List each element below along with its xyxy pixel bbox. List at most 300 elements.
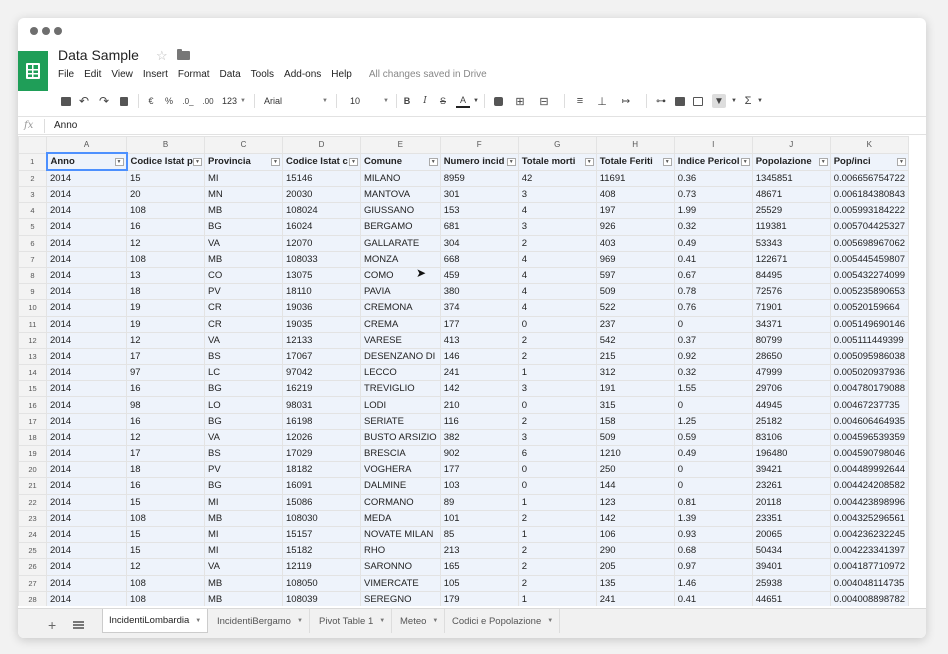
header-cell[interactable] (596, 153, 674, 170)
table-cell[interactable]: 542 (596, 332, 674, 348)
table-cell[interactable]: 2014 (47, 413, 127, 429)
table-cell[interactable]: 23261 (752, 478, 830, 494)
table-cell[interactable]: 16219 (283, 381, 361, 397)
table-cell[interactable]: 0 (674, 462, 752, 478)
row-number[interactable]: 5 (19, 219, 47, 235)
table-cell[interactable]: 4 (518, 284, 596, 300)
table-cell[interactable]: 210 (440, 397, 518, 413)
table-cell[interactable]: 158 (596, 413, 674, 429)
filter-dropdown-icon[interactable]: ▼ (429, 158, 438, 166)
table-cell[interactable]: 98 (127, 397, 205, 413)
header-cell[interactable] (674, 153, 752, 170)
table-cell[interactable]: 1.25 (674, 413, 752, 429)
table-cell[interactable]: 241 (596, 591, 674, 606)
table-cell[interactable]: BG (205, 219, 283, 235)
table-cell[interactable]: 44945 (752, 397, 830, 413)
table-cell[interactable]: 681 (440, 219, 518, 235)
table-cell[interactable]: 18 (127, 462, 205, 478)
row-number[interactable]: 3 (19, 187, 47, 203)
table-cell[interactable]: 12026 (283, 429, 361, 445)
table-cell[interactable]: MONZA (361, 251, 441, 267)
table-cell[interactable]: 2014 (47, 203, 127, 219)
table-cell[interactable]: 19036 (283, 300, 361, 316)
row-number[interactable]: 6 (19, 235, 47, 251)
table-cell[interactable]: 123 (596, 494, 674, 510)
row-number[interactable]: 8 (19, 267, 47, 283)
table-cell[interactable]: 2014 (47, 543, 127, 559)
table-cell[interactable]: 18182 (283, 462, 361, 478)
row-number[interactable]: 12 (19, 332, 47, 348)
table-cell[interactable]: 2014 (47, 251, 127, 267)
table-cell[interactable]: 301 (440, 187, 518, 203)
table-cell[interactable]: 12070 (283, 235, 361, 251)
table-cell[interactable]: LO (205, 397, 283, 413)
row-number[interactable]: 4 (19, 203, 47, 219)
table-cell[interactable]: 0 (518, 478, 596, 494)
table-cell[interactable]: MILANO (361, 170, 441, 187)
table-cell[interactable]: 135 (596, 575, 674, 591)
sheet-tab-meteo[interactable] (394, 609, 445, 633)
column-header[interactable]: E (361, 137, 441, 154)
window-dot-icon[interactable] (30, 27, 38, 35)
table-cell[interactable]: 2014 (47, 267, 127, 283)
table-cell[interactable]: 80799 (752, 332, 830, 348)
table-cell[interactable]: MI (205, 494, 283, 510)
menu-help[interactable]: Help (331, 69, 352, 80)
header-cell[interactable] (205, 153, 283, 170)
table-cell[interactable]: 108050 (283, 575, 361, 591)
table-cell[interactable]: 15086 (283, 494, 361, 510)
row-number[interactable]: 17 (19, 413, 47, 429)
table-cell[interactable]: 2014 (47, 332, 127, 348)
percent-button[interactable]: % (164, 96, 173, 106)
table-cell[interactable]: 101 (440, 510, 518, 526)
header-cell[interactable] (283, 153, 361, 170)
sheet-tab-incidentilombardia[interactable] (102, 609, 208, 633)
merge-cells-icon[interactable]: ⊟ (539, 95, 549, 108)
table-cell[interactable]: PV (205, 284, 283, 300)
more-formats-button[interactable] (222, 94, 246, 108)
table-cell[interactable]: VA (205, 559, 283, 575)
table-cell[interactable]: 4 (518, 300, 596, 316)
filter-dropdown-icon[interactable]: ▼ (897, 158, 906, 166)
table-cell[interactable]: 17 (127, 446, 205, 462)
sheet-tab-pivot-table-1[interactable] (313, 609, 392, 633)
sheet-tab-codici-e-popolazione[interactable] (446, 609, 560, 633)
table-cell[interactable]: 902 (440, 446, 518, 462)
table-cell[interactable]: 19 (127, 316, 205, 332)
row-number[interactable]: 18 (19, 429, 47, 445)
table-cell[interactable]: 191 (596, 381, 674, 397)
table-cell[interactable]: 0.36 (674, 170, 752, 187)
table-cell[interactable]: 2014 (47, 575, 127, 591)
table-cell[interactable]: 19035 (283, 316, 361, 332)
table-cell[interactable]: 315 (596, 397, 674, 413)
table-cell[interactable]: 1210 (596, 446, 674, 462)
table-cell[interactable]: 8959 (440, 170, 518, 187)
table-cell[interactable]: 0.41 (674, 591, 752, 606)
table-cell[interactable]: 108 (127, 510, 205, 526)
table-cell[interactable]: 2014 (47, 219, 127, 235)
column-header[interactable]: C (205, 137, 283, 154)
table-cell[interactable]: 177 (440, 316, 518, 332)
table-cell[interactable]: 0.004223341397 (830, 543, 908, 559)
row-number[interactable]: 21 (19, 478, 47, 494)
row-number[interactable]: 23 (19, 510, 47, 526)
table-cell[interactable]: MI (205, 526, 283, 542)
font-select[interactable] (264, 94, 328, 108)
table-cell[interactable]: 108039 (283, 591, 361, 606)
table-cell[interactable]: 28650 (752, 348, 830, 364)
folder-icon[interactable] (177, 51, 190, 60)
table-cell[interactable]: 12133 (283, 332, 361, 348)
table-cell[interactable]: 2014 (47, 526, 127, 542)
table-cell[interactable]: 0.004596539359 (830, 429, 908, 445)
table-cell[interactable]: SEREGNO (361, 591, 441, 606)
menu-data[interactable]: Data (219, 69, 241, 80)
all-sheets-icon[interactable] (73, 621, 84, 629)
table-cell[interactable]: 23351 (752, 510, 830, 526)
row-number[interactable]: 28 (19, 591, 47, 606)
table-cell[interactable]: 312 (596, 365, 674, 381)
paint-format-icon[interactable] (118, 94, 130, 108)
table-cell[interactable]: 0.004325296561 (830, 510, 908, 526)
table-cell[interactable]: 106 (596, 526, 674, 542)
table-cell[interactable]: 108024 (283, 203, 361, 219)
row-number[interactable]: 26 (19, 559, 47, 575)
header-cell[interactable] (47, 153, 127, 170)
font-size-select[interactable] (350, 94, 390, 108)
table-cell[interactable]: 16024 (283, 219, 361, 235)
table-cell[interactable]: 29706 (752, 381, 830, 397)
table-cell[interactable]: RHO (361, 543, 441, 559)
table-cell[interactable]: 97042 (283, 365, 361, 381)
table-cell[interactable]: 0.00520159664 (830, 300, 908, 316)
link-icon[interactable]: ⊶ (656, 95, 666, 107)
table-cell[interactable]: MB (205, 591, 283, 606)
table-cell[interactable]: 0 (674, 478, 752, 494)
table-cell[interactable]: 380 (440, 284, 518, 300)
table-cell[interactable]: 509 (596, 429, 674, 445)
row-number[interactable]: 27 (19, 575, 47, 591)
table-cell[interactable]: 146 (440, 348, 518, 364)
column-header[interactable]: G (518, 137, 596, 154)
table-cell[interactable]: 0.41 (674, 251, 752, 267)
row-number[interactable]: 7 (19, 251, 47, 267)
filter-dropdown-icon[interactable]: ▼ (507, 158, 516, 166)
table-cell[interactable]: 12 (127, 429, 205, 445)
table-cell[interactable]: 0.37 (674, 332, 752, 348)
table-cell[interactable]: 2014 (47, 462, 127, 478)
table-cell[interactable]: 0.005993184222 (830, 203, 908, 219)
table-cell[interactable]: 103 (440, 478, 518, 494)
table-cell[interactable]: 0.32 (674, 219, 752, 235)
table-cell[interactable]: BRESCIA (361, 446, 441, 462)
table-cell[interactable]: 0.005235890653 (830, 284, 908, 300)
redo-icon[interactable]: ↷ (98, 94, 110, 108)
table-cell[interactable]: 0.93 (674, 526, 752, 542)
row-number[interactable]: 14 (19, 365, 47, 381)
table-cell[interactable]: BS (205, 446, 283, 462)
chevron-down-icon[interactable]: ▼ (473, 98, 479, 104)
menu-insert[interactable]: Insert (142, 69, 168, 80)
table-cell[interactable]: 2014 (47, 235, 127, 251)
table-cell[interactable]: VA (205, 429, 283, 445)
row-number[interactable]: 2 (19, 170, 47, 187)
table-cell[interactable]: 1.46 (674, 575, 752, 591)
table-cell[interactable]: 0.49 (674, 446, 752, 462)
table-cell[interactable]: 16 (127, 413, 205, 429)
column-header[interactable]: B (127, 137, 205, 154)
menu-tools[interactable]: Tools (250, 69, 275, 80)
table-cell[interactable]: 108 (127, 203, 205, 219)
table-cell[interactable]: CR (205, 316, 283, 332)
select-all-corner[interactable] (19, 137, 47, 154)
table-cell[interactable]: TREVIGLIO (361, 381, 441, 397)
table-cell[interactable]: 413 (440, 332, 518, 348)
text-wrap-icon[interactable]: ↦ (621, 95, 631, 107)
menu-file[interactable]: File (58, 69, 75, 80)
table-cell[interactable]: 0.006184380843 (830, 187, 908, 203)
borders-icon[interactable]: ⊞ (515, 95, 525, 108)
row-number[interactable]: 22 (19, 494, 47, 510)
table-cell[interactable]: LODI (361, 397, 441, 413)
table-cell[interactable]: 16 (127, 478, 205, 494)
table-cell[interactable]: LC (205, 365, 283, 381)
table-cell[interactable]: 4 (518, 267, 596, 283)
row-number[interactable]: 1 (19, 153, 47, 170)
table-cell[interactable]: 196480 (752, 446, 830, 462)
table-cell[interactable]: 0.005445459807 (830, 251, 908, 267)
table-cell[interactable]: 205 (596, 559, 674, 575)
formula-input[interactable]: Anno (54, 120, 78, 131)
table-cell[interactable]: 2014 (47, 494, 127, 510)
table-cell[interactable]: MANTOVA (361, 187, 441, 203)
table-cell[interactable]: 15 (127, 526, 205, 542)
table-cell[interactable]: 969 (596, 251, 674, 267)
table-cell[interactable]: 108 (127, 575, 205, 591)
table-cell[interactable]: 0.76 (674, 300, 752, 316)
filter-icon[interactable]: ▼ (712, 94, 726, 108)
table-cell[interactable]: 0.00467237735 (830, 397, 908, 413)
table-cell[interactable]: MB (205, 510, 283, 526)
table-cell[interactable]: VIMERCATE (361, 575, 441, 591)
comment-icon[interactable] (674, 94, 686, 108)
table-cell[interactable]: MI (205, 170, 283, 187)
table-cell[interactable]: 12 (127, 559, 205, 575)
table-cell[interactable]: 53343 (752, 235, 830, 251)
table-cell[interactable]: 25182 (752, 413, 830, 429)
table-cell[interactable]: VOGHERA (361, 462, 441, 478)
table-cell[interactable]: 1 (518, 526, 596, 542)
column-header[interactable]: F (440, 137, 518, 154)
menu-edit[interactable]: Edit (84, 69, 102, 80)
table-cell[interactable]: 12 (127, 332, 205, 348)
table-cell[interactable]: 0.32 (674, 365, 752, 381)
column-header[interactable]: K (830, 137, 908, 154)
table-cell[interactable]: 0.78 (674, 284, 752, 300)
decrease-decimals-button[interactable]: .0_ (182, 96, 194, 106)
table-cell[interactable]: 2014 (47, 446, 127, 462)
table-cell[interactable]: 0.81 (674, 494, 752, 510)
table-cell[interactable]: LECCO (361, 365, 441, 381)
table-cell[interactable]: 0.49 (674, 235, 752, 251)
table-cell[interactable]: 17029 (283, 446, 361, 462)
table-cell[interactable]: 165 (440, 559, 518, 575)
table-cell[interactable]: 2014 (47, 591, 127, 606)
table-cell[interactable]: 0.004236232245 (830, 526, 908, 542)
table-cell[interactable]: 1.39 (674, 510, 752, 526)
table-cell[interactable]: 0.005432274099 (830, 267, 908, 283)
table-cell[interactable]: 0.004187710972 (830, 559, 908, 575)
table-cell[interactable]: 17 (127, 348, 205, 364)
table-cell[interactable]: 213 (440, 543, 518, 559)
table-cell[interactable]: 47999 (752, 365, 830, 381)
header-cell[interactable] (518, 153, 596, 170)
row-number[interactable]: 16 (19, 397, 47, 413)
table-cell[interactable]: 522 (596, 300, 674, 316)
table-cell[interactable]: 197 (596, 203, 674, 219)
table-cell[interactable]: 1345851 (752, 170, 830, 187)
table-cell[interactable]: 215 (596, 348, 674, 364)
table-cell[interactable]: 0 (518, 316, 596, 332)
table-cell[interactable]: 16 (127, 381, 205, 397)
table-cell[interactable]: 1 (518, 494, 596, 510)
menu-format[interactable]: Format (177, 69, 210, 80)
filter-dropdown-icon[interactable]: ▼ (741, 158, 750, 166)
table-cell[interactable]: BG (205, 478, 283, 494)
column-header[interactable]: A (47, 137, 127, 154)
table-cell[interactable]: 0.004606464935 (830, 413, 908, 429)
table-cell[interactable]: 16091 (283, 478, 361, 494)
table-cell[interactable]: 105 (440, 575, 518, 591)
table-cell[interactable]: BG (205, 381, 283, 397)
table-cell[interactable]: VARESE (361, 332, 441, 348)
table-cell[interactable]: 142 (440, 381, 518, 397)
chart-icon[interactable] (692, 94, 704, 108)
table-cell[interactable]: 6 (518, 446, 596, 462)
table-cell[interactable]: 0.005020937936 (830, 365, 908, 381)
table-cell[interactable]: MEDA (361, 510, 441, 526)
table-cell[interactable]: 0.97 (674, 559, 752, 575)
table-cell[interactable]: 108033 (283, 251, 361, 267)
table-cell[interactable]: 2 (518, 235, 596, 251)
table-cell[interactable]: 11691 (596, 170, 674, 187)
table-cell[interactable]: 39421 (752, 462, 830, 478)
table-cell[interactable]: PAVIA (361, 284, 441, 300)
table-cell[interactable]: 19 (127, 300, 205, 316)
table-cell[interactable]: 241 (440, 365, 518, 381)
table-cell[interactable]: 18110 (283, 284, 361, 300)
document-title[interactable]: Data Sample (58, 47, 139, 63)
vertical-align-icon[interactable]: ⊥ (597, 95, 607, 108)
table-cell[interactable]: COMO (361, 267, 441, 283)
table-cell[interactable]: 0.006656754722 (830, 170, 908, 187)
table-cell[interactable]: 2 (518, 510, 596, 526)
table-cell[interactable]: MB (205, 251, 283, 267)
menu-addons[interactable]: Add-ons (284, 69, 322, 80)
table-cell[interactable]: 108 (127, 591, 205, 606)
table-cell[interactable]: 3 (518, 219, 596, 235)
table-cell[interactable]: 1 (518, 365, 596, 381)
currency-button[interactable]: € (148, 96, 154, 106)
table-cell[interactable]: 2014 (47, 478, 127, 494)
table-cell[interactable]: 3 (518, 429, 596, 445)
table-cell[interactable]: 20065 (752, 526, 830, 542)
table-cell[interactable]: BS (205, 348, 283, 364)
italic-button[interactable]: I (423, 96, 427, 106)
table-cell[interactable]: 0.59 (674, 429, 752, 445)
table-cell[interactable]: 179 (440, 591, 518, 606)
functions-button[interactable]: Σ (744, 95, 752, 107)
table-cell[interactable]: 144 (596, 478, 674, 494)
table-cell[interactable]: 13075 (283, 267, 361, 283)
table-cell[interactable]: 0.005698967062 (830, 235, 908, 251)
table-cell[interactable]: 408 (596, 187, 674, 203)
table-cell[interactable]: 116 (440, 413, 518, 429)
table-cell[interactable]: 0 (518, 462, 596, 478)
header-cell[interactable] (127, 153, 205, 170)
strikethrough-button[interactable]: S (439, 96, 446, 106)
table-cell[interactable]: 509 (596, 284, 674, 300)
table-cell[interactable]: 304 (440, 235, 518, 251)
table-cell[interactable]: VA (205, 235, 283, 251)
table-cell[interactable]: 17067 (283, 348, 361, 364)
table-cell[interactable]: 0 (674, 397, 752, 413)
table-cell[interactable]: 15 (127, 543, 205, 559)
table-cell[interactable]: 48671 (752, 187, 830, 203)
table-cell[interactable]: 18 (127, 284, 205, 300)
table-cell[interactable]: 597 (596, 267, 674, 283)
table-cell[interactable]: 237 (596, 316, 674, 332)
header-cell[interactable] (361, 153, 441, 170)
bold-button[interactable]: B (403, 96, 411, 106)
table-cell[interactable]: 290 (596, 543, 674, 559)
table-cell[interactable]: 0.73 (674, 187, 752, 203)
table-cell[interactable]: 2 (518, 332, 596, 348)
filter-dropdown-icon[interactable]: ▼ (819, 158, 828, 166)
table-cell[interactable]: 15 (127, 494, 205, 510)
table-cell[interactable]: 25529 (752, 203, 830, 219)
filter-dropdown-icon[interactable]: ▼ (585, 158, 594, 166)
star-icon[interactable]: ☆ (156, 48, 168, 63)
row-number[interactable]: 24 (19, 526, 47, 542)
table-cell[interactable]: 0.004590798046 (830, 446, 908, 462)
filter-dropdown-icon[interactable]: ▼ (193, 158, 202, 166)
table-cell[interactable]: 20 (127, 187, 205, 203)
table-cell[interactable]: 0 (518, 397, 596, 413)
row-number[interactable]: 25 (19, 543, 47, 559)
table-cell[interactable]: 2014 (47, 365, 127, 381)
column-header[interactable]: H (596, 137, 674, 154)
table-cell[interactable]: 89 (440, 494, 518, 510)
table-cell[interactable]: 2014 (47, 510, 127, 526)
table-cell[interactable]: 3 (518, 381, 596, 397)
table-cell[interactable]: CR (205, 300, 283, 316)
window-dot-icon[interactable] (54, 27, 62, 35)
column-header[interactable]: D (283, 137, 361, 154)
row-number[interactable]: 13 (19, 348, 47, 364)
table-cell[interactable]: 668 (440, 251, 518, 267)
table-cell[interactable]: 4 (518, 251, 596, 267)
table-cell[interactable]: GALLARATE (361, 235, 441, 251)
table-cell[interactable]: 98031 (283, 397, 361, 413)
spreadsheet-grid[interactable] (18, 136, 926, 606)
table-cell[interactable]: 2 (518, 559, 596, 575)
table-cell[interactable]: MN (205, 187, 283, 203)
table-cell[interactable]: 0.005149690146 (830, 316, 908, 332)
table-cell[interactable]: 44651 (752, 591, 830, 606)
